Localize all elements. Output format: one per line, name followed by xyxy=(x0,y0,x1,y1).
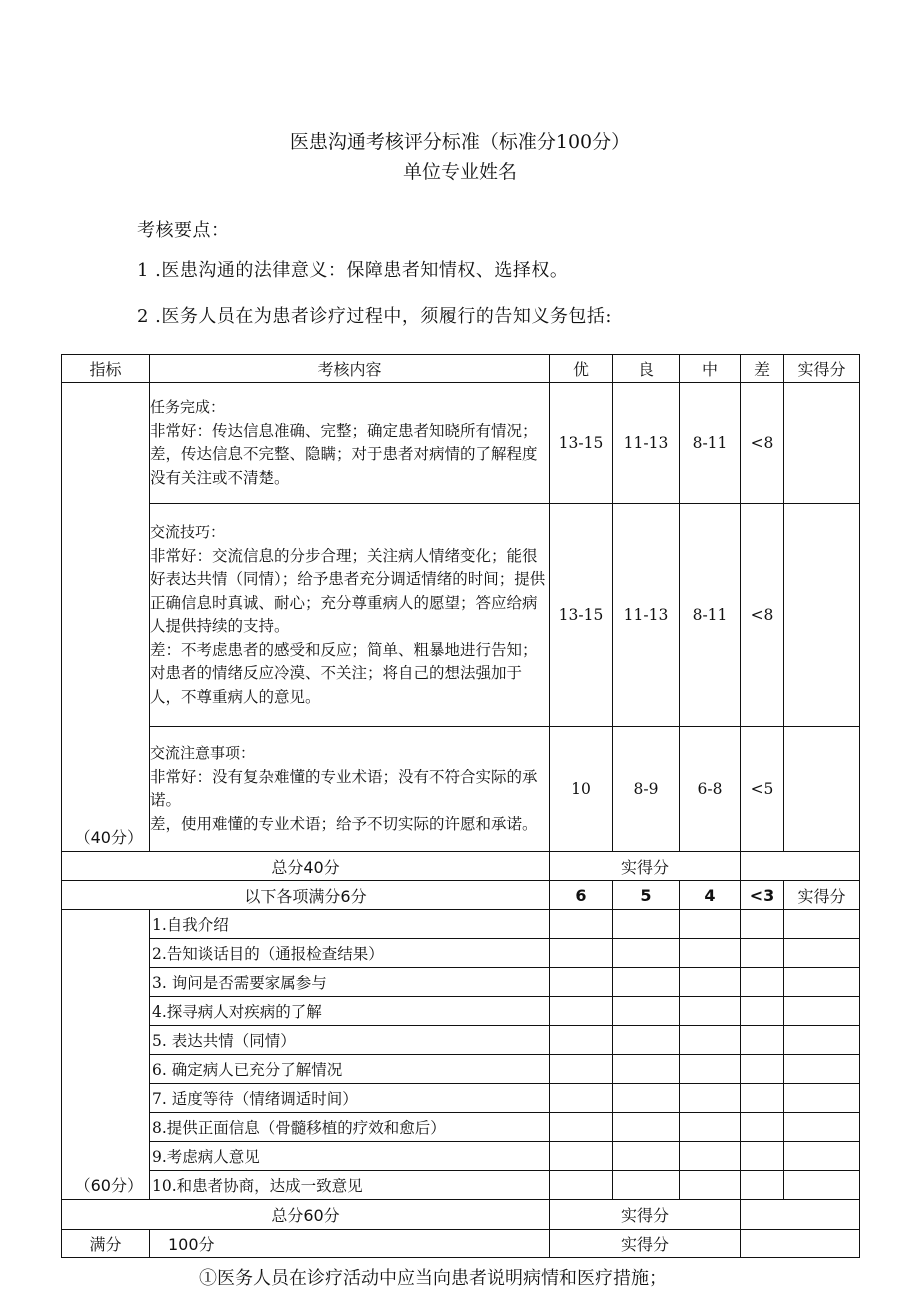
table-row xyxy=(62,727,860,852)
section2-total-label: 总分60分 xyxy=(62,1200,550,1230)
section1-actual-label: 实得分 xyxy=(550,852,741,881)
actual-score-cell[interactable] xyxy=(784,383,860,504)
table-row xyxy=(62,1084,860,1113)
table-row xyxy=(62,1142,860,1171)
score-cell[interactable] xyxy=(680,997,741,1026)
full-actual-value[interactable] xyxy=(741,1230,860,1258)
score-cell[interactable] xyxy=(741,968,784,997)
score-cell[interactable] xyxy=(741,1113,784,1142)
score-cell[interactable] xyxy=(680,1142,741,1171)
criteria-line: 差，使用难懂的专业术语；给予不切实际的许愿和承诺。 xyxy=(150,814,538,833)
section2-header-row xyxy=(62,881,860,910)
score-cell[interactable] xyxy=(680,1171,741,1200)
score-excellent: 13-15 xyxy=(550,383,613,504)
criteria-head: 任务完成： xyxy=(150,398,226,416)
criteria-line: 差：不考虑患者的感受和反应；简单、粗暴地进行告知；对患者的情绪反应冷漠、不关注；将自己的想法强加于人，不尊重病人的意见。 xyxy=(150,640,538,706)
header-indicator: 指标 xyxy=(62,355,150,383)
score-cell[interactable] xyxy=(741,910,784,939)
header-actual: 实得分 xyxy=(784,355,860,383)
section2-score-good: 5 xyxy=(613,881,680,910)
section2-total-row xyxy=(62,1200,860,1230)
actual-score-cell[interactable] xyxy=(784,1113,860,1142)
table-row xyxy=(62,997,860,1026)
section1-total-label: 总分40分 xyxy=(62,852,550,881)
criteria-task-completion xyxy=(150,383,550,504)
actual-score-cell[interactable] xyxy=(784,1142,860,1171)
intro-point-2: 2 .医务人员在为患者诊疗过程中，须履行的告知义务包括: xyxy=(137,306,612,327)
score-cell[interactable] xyxy=(680,968,741,997)
score-cell[interactable] xyxy=(680,910,741,939)
score-cell[interactable] xyxy=(680,939,741,968)
actual-score-cell[interactable] xyxy=(784,1084,860,1113)
criteria-line: 非常好：交流信息的分步合理；关注病人情绪变化；能很好表达共情（同情）；给予患者充分调适情绪的时间；提供正确信息时真诚、耐心；充分尊重病人的愿望；答应给病人提供持续的支持。 xyxy=(150,546,546,635)
criteria-head: 交流技巧： xyxy=(150,523,226,541)
score-cell[interactable] xyxy=(613,997,680,1026)
score-cell[interactable] xyxy=(741,997,784,1026)
criteria-line: 非常好：没有复杂难懂的专业术语；没有不符合实际的承诺。 xyxy=(150,767,538,809)
score-medium: 6-8 xyxy=(680,727,741,852)
footer-note: ①医务人员在诊疗活动中应当向患者说明病情和医疗措施； xyxy=(199,1268,667,1289)
section2-label: （60分） xyxy=(62,910,150,1200)
score-good: 8-9 xyxy=(613,727,680,852)
score-cell[interactable] xyxy=(741,1026,784,1055)
table-row xyxy=(62,1055,860,1084)
score-good: 11-13 xyxy=(613,383,680,504)
full-actual-label: 实得分 xyxy=(550,1230,741,1258)
header-good: 良 xyxy=(613,355,680,383)
score-cell[interactable] xyxy=(741,1171,784,1200)
header-poor: 差 xyxy=(741,355,784,383)
header-medium: 中 xyxy=(680,355,741,383)
actual-score-cell[interactable] xyxy=(784,1171,860,1200)
actual-score-cell[interactable] xyxy=(784,1026,860,1055)
score-cell[interactable] xyxy=(613,910,680,939)
score-cell[interactable] xyxy=(741,1142,784,1171)
score-poor: <8 xyxy=(741,383,784,504)
actual-score-cell[interactable] xyxy=(784,504,860,727)
actual-score-cell[interactable] xyxy=(784,727,860,852)
score-cell[interactable] xyxy=(550,1171,613,1200)
actual-score-cell[interactable] xyxy=(784,968,860,997)
score-cell[interactable] xyxy=(613,1171,680,1200)
section1-actual-value[interactable] xyxy=(741,852,860,881)
page-subtitle: 单位专业姓名 xyxy=(402,161,517,183)
table-row xyxy=(62,383,860,504)
list-item: 9.考虑病人意见 xyxy=(150,1142,550,1171)
section2-actual-label: 实得分 xyxy=(550,1200,741,1230)
actual-score-cell[interactable] xyxy=(784,1055,860,1084)
section2-score-poor: <3 xyxy=(741,881,784,910)
table-row xyxy=(62,939,860,968)
section2-actual-header: 实得分 xyxy=(784,881,860,910)
score-good: 11-13 xyxy=(613,504,680,727)
table-row xyxy=(62,504,860,727)
list-item: 4.探寻病人对疾病的了解 xyxy=(150,997,550,1026)
score-cell[interactable] xyxy=(550,1084,613,1113)
list-item: 2.告知谈话目的（通报检查结果） xyxy=(150,939,550,968)
score-excellent: 10 xyxy=(550,727,613,852)
score-medium: 8-11 xyxy=(680,504,741,727)
intro-point-1: 1 .医患沟通的法律意义：保障患者知情权、选择权。 xyxy=(137,260,569,281)
actual-score-cell[interactable] xyxy=(784,939,860,968)
criteria-line: 差，传达信息不完整、隐瞒；对于患者对病情的了解程度没有关注或不清楚。 xyxy=(150,445,538,487)
score-cell[interactable] xyxy=(613,1113,680,1142)
score-cell[interactable] xyxy=(613,1084,680,1113)
table-row xyxy=(62,1171,860,1200)
full-score-label: 满分 xyxy=(62,1230,150,1258)
header-excellent: 优 xyxy=(550,355,613,383)
score-cell[interactable] xyxy=(680,1084,741,1113)
score-cell[interactable] xyxy=(613,939,680,968)
criteria-line: 非常好：传达信息准确、完整；确定患者知晓所有情况； xyxy=(150,421,538,440)
table-row xyxy=(62,1113,860,1142)
score-cell[interactable] xyxy=(613,1142,680,1171)
list-item: 1.自我介绍 xyxy=(150,910,550,939)
score-cell[interactable] xyxy=(550,968,613,997)
table-row xyxy=(62,968,860,997)
score-cell[interactable] xyxy=(550,1026,613,1055)
score-cell[interactable] xyxy=(550,910,613,939)
table-row xyxy=(62,1026,860,1055)
full-score-row xyxy=(62,1230,860,1258)
full-score-value: 100分 xyxy=(150,1230,550,1258)
score-poor: <8 xyxy=(741,504,784,727)
score-cell[interactable] xyxy=(550,1142,613,1171)
score-medium: 8-11 xyxy=(680,383,741,504)
score-poor: <5 xyxy=(741,727,784,852)
score-cell[interactable] xyxy=(550,1113,613,1142)
list-item: 8.提供正面信息（骨髓移植的疗效和愈后） xyxy=(150,1113,550,1142)
list-item: 10.和患者协商，达成一致意见 xyxy=(150,1171,550,1200)
criteria-head: 交流注意事项： xyxy=(150,744,256,762)
list-item: 5. 表达共情（同情） xyxy=(150,1026,550,1055)
section1-total-row xyxy=(62,852,860,881)
actual-score-cell[interactable] xyxy=(784,997,860,1026)
criteria-communication-skills xyxy=(150,504,550,727)
score-cell[interactable] xyxy=(613,968,680,997)
score-cell[interactable] xyxy=(680,1026,741,1055)
score-cell[interactable] xyxy=(613,1026,680,1055)
score-cell[interactable] xyxy=(550,997,613,1026)
score-cell[interactable] xyxy=(680,1055,741,1084)
page-title: 医患沟通考核评分标准（标准分100分） xyxy=(289,131,631,153)
score-cell[interactable] xyxy=(550,1055,613,1084)
section1-label: （40分） xyxy=(62,383,150,852)
score-excellent: 13-15 xyxy=(550,504,613,727)
intro-heading: 考核要点： xyxy=(137,220,230,241)
section2-score-excellent: 6 xyxy=(550,881,613,910)
assessment-table xyxy=(61,354,860,1258)
score-cell[interactable] xyxy=(741,939,784,968)
score-cell[interactable] xyxy=(550,939,613,968)
score-cell[interactable] xyxy=(613,1055,680,1084)
criteria-communication-notes xyxy=(150,727,550,852)
list-item: 7. 适度等待（情绪调适时间） xyxy=(150,1084,550,1113)
list-item: 6. 确定病人已充分了解情况 xyxy=(150,1055,550,1084)
score-cell[interactable] xyxy=(680,1113,741,1142)
section2-actual-value[interactable] xyxy=(741,1200,860,1230)
section2-score-medium: 4 xyxy=(680,881,741,910)
list-item: 3. 询问是否需要家属参与 xyxy=(150,968,550,997)
score-cell[interactable] xyxy=(741,1055,784,1084)
actual-score-cell[interactable] xyxy=(784,910,860,939)
table-row xyxy=(62,910,860,939)
table-header-row xyxy=(62,355,860,383)
header-content: 考核内容 xyxy=(150,355,550,383)
score-cell[interactable] xyxy=(741,1084,784,1113)
section2-header-label: 以下各项满分6分 xyxy=(62,881,550,910)
